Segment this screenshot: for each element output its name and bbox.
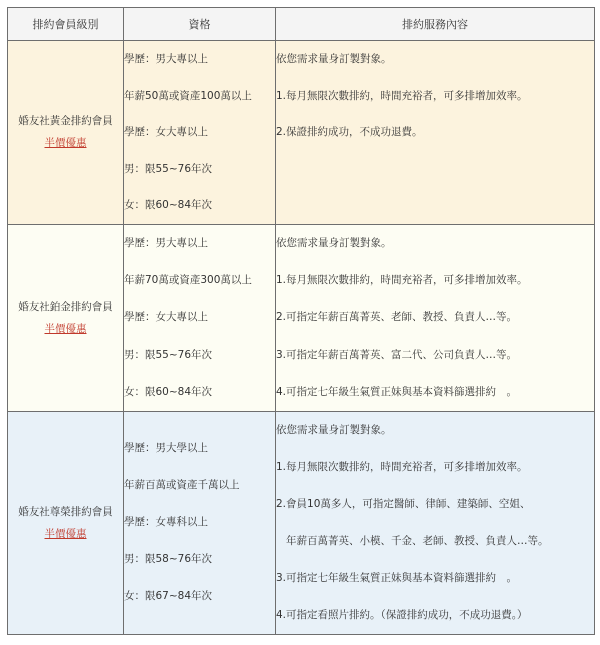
service-line: 依您需求量身訂製對象。 (276, 423, 392, 436)
service-line (276, 187, 594, 224)
service-cell (276, 41, 595, 225)
service-line: 1.每月無限次數排約，時間充裕者，可多排增加效率。 (276, 89, 528, 102)
service-line: 4.可指定七年級生氣質正妹與基本資料篩選排約 。 (276, 385, 518, 398)
qualification-line: 年薪百萬或資產千萬以上 (124, 479, 240, 492)
tier-name: 婚友社尊榮排約會員 (18, 505, 113, 518)
qualification-line: 年薪70萬或資產300萬以上 (124, 274, 252, 287)
service-cell (276, 224, 595, 411)
service-cell (276, 411, 595, 634)
header-service: 排約服務內容 (276, 8, 595, 41)
membership-plan-table (7, 7, 595, 635)
tier-row-gold (8, 41, 595, 225)
qualification-line: 男：限55~76年次 (124, 162, 213, 175)
qualification-line: 男：限55~76年次 (124, 348, 213, 361)
service-line: 4.可指定看照片排約。（保證排約成功，不成功退費。） (276, 608, 528, 621)
qualification-cell (124, 41, 276, 225)
service-line: 2.可指定年薪百萬菁英、老師、教授、負責人…等。 (276, 311, 518, 324)
qualification-line: 女：限60~84年次 (124, 199, 213, 212)
promo-link[interactable]: 半價優惠 (44, 137, 87, 150)
qualification-cell (124, 224, 276, 411)
qualification-cell (124, 411, 276, 634)
service-line: 2.會員10萬多人，可指定醫師、律師、建築師、空姐、 (276, 497, 531, 510)
service-line: 依您需求量身訂製對象。 (276, 53, 392, 65)
qualification-line: 學歷：女專科以上 (124, 516, 208, 529)
table-header-row (8, 8, 595, 41)
qualification-line: 學歷：男大專以上 (124, 236, 208, 249)
tier-cell (8, 41, 124, 225)
tier-cell (8, 224, 124, 411)
tier-name: 婚友社黃金排約會員 (18, 115, 113, 128)
qualification-line: 女：限67~84年次 (124, 590, 213, 603)
tier-name: 婚友社鉑金排約會員 (18, 300, 113, 313)
tier-row-platinum (8, 224, 595, 411)
service-line: 1.每月無限次數排約，時間充裕者，可多排增加效率。 (276, 460, 528, 473)
header-tier: 排約會員級別 (8, 8, 124, 41)
qualification-line: 學歷：女大專以上 (124, 126, 208, 139)
service-line: 1.每月無限次數排約，時間充裕者，可多排增加效率。 (276, 274, 528, 287)
qualification-line: 學歷：男大專以上 (124, 53, 208, 65)
qualification-line: 學歷：女大專以上 (124, 311, 208, 324)
promo-link[interactable]: 半價優惠 (44, 322, 87, 335)
service-line: 依您需求量身訂製對象。 (276, 236, 392, 249)
tier-row-honor (8, 411, 595, 634)
service-line: 年薪百萬菁英、小模、千金、老師、教授、負責人…等。 (286, 534, 549, 547)
qualification-line: 年薪50萬或資產100萬以上 (124, 89, 252, 102)
header-qualification: 資格 (124, 8, 276, 41)
qualification-line: 學歷：男大學以上 (124, 442, 208, 455)
qualification-line: 女：限60~84年次 (124, 385, 213, 398)
tier-cell (8, 411, 124, 634)
service-line: 2.保證排約成功，不成功退費。 (276, 126, 423, 139)
service-line: 3.可指定七年級生氣質正妹與基本資料篩選排約 。 (276, 571, 518, 584)
service-line: 3.可指定年薪百萬菁英、富二代、公司負責人…等。 (276, 348, 518, 361)
promo-link[interactable]: 半價優惠 (44, 527, 87, 540)
service-line (276, 151, 594, 188)
qualification-line: 男：限58~76年次 (124, 553, 213, 566)
